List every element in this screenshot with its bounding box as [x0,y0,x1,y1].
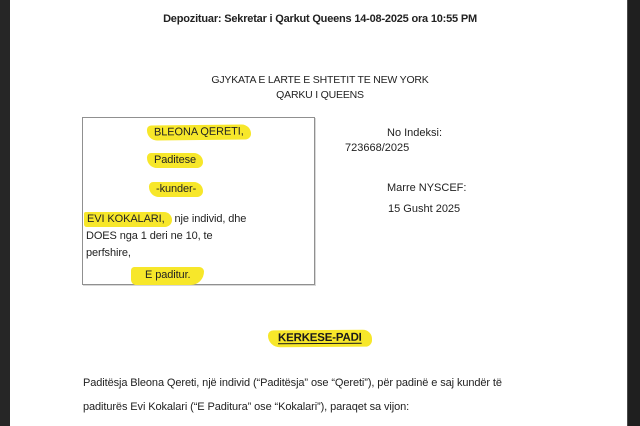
case-caption-box [82,117,315,285]
defendant-line1-rest: nje individ, dhe [171,213,247,225]
defendant-line3: perfshire, [86,247,131,259]
versus-line [149,183,203,195]
nyscef-received-date: 15 Gusht 2025 [388,203,461,215]
defendant-role-highlight: E paditur. [131,267,204,285]
filing-stamp-header: Depozituar: Sekretar i Qarkut Queens 14-08-2025 ora 10:55 PM [163,13,477,25]
defendant-name-highlight: EVI KOKALARI, [84,212,172,227]
left-letterbox-bar [0,0,10,426]
court-title-line2: QARKU I QUEENS [276,89,364,101]
court-title-line1: GJYKATA E LARTE E SHTETIT TE NEW YORK [211,74,429,86]
right-letterbox-bar [627,0,640,426]
index-number-value: 723668/2025 [345,142,410,154]
plaintiff-role-line [147,154,203,166]
index-number-label: No Indeksi: [387,127,443,139]
versus-highlight: -kunder- [149,182,203,197]
plaintiff-name-line [83,125,314,140]
complaint-heading-highlight: KERKESE-PADI [268,330,372,348]
plaintiff-role-highlight: Paditese [147,153,203,168]
defendant-line2: DOES nga 1 deri ne 10, te [86,230,213,242]
nyscef-received-label: Marre NYSCEF: [387,182,467,194]
complaint-heading-line [0,330,640,347]
defendant-line1 [84,213,246,225]
intro-paragraph-line1: Paditësja Bleona Qereti, një individ (“Paditësja” ose “Qereti”), për padinë e saj kundër të [83,377,502,389]
intro-paragraph-line2: paditurës Evi Kokalari (“E Paditura” ose “Kokalari”), paraqet sa vijon: [83,401,410,413]
plaintiff-name-highlight: BLEONA QERETI, [147,124,251,140]
defendant-role-line [131,269,204,281]
